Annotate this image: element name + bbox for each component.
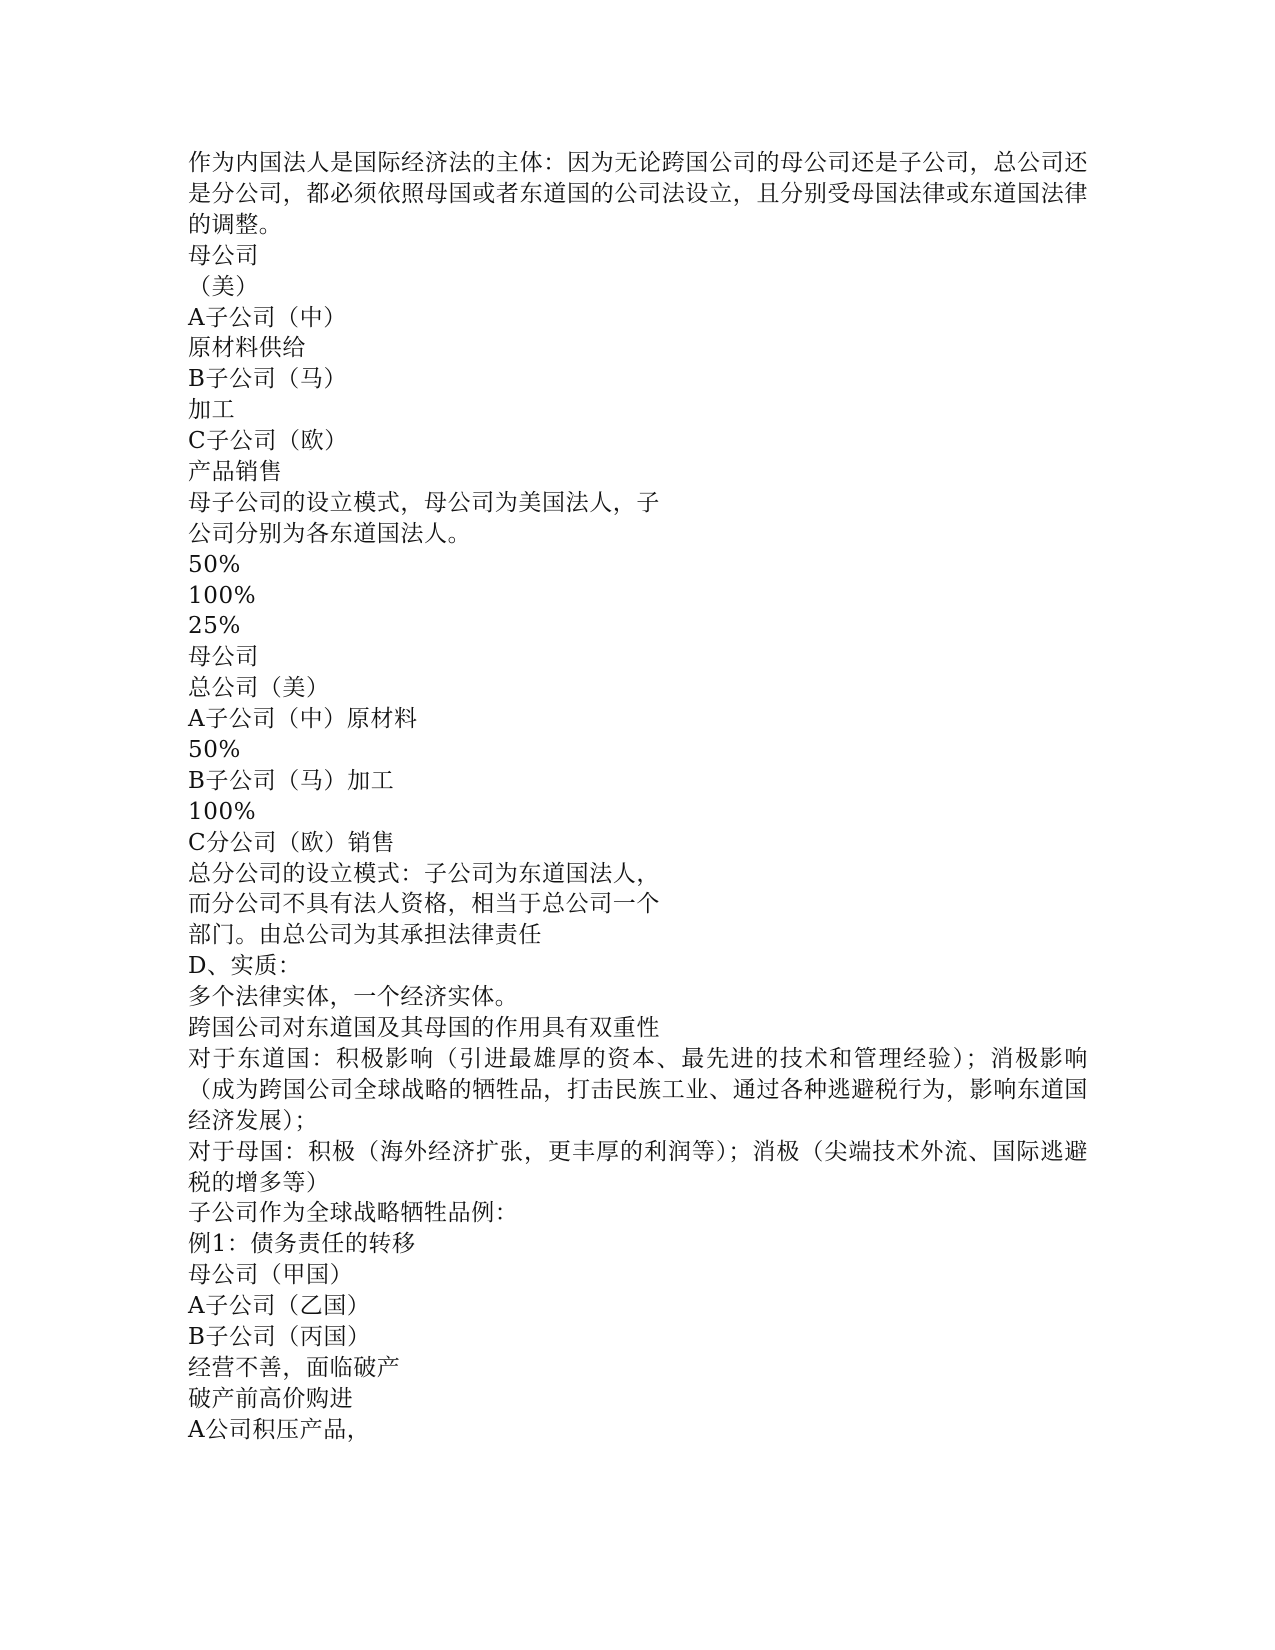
text-line: 母公司 xyxy=(188,644,259,671)
text-line: 例1：债务责任的转移 xyxy=(188,1231,416,1258)
text-line: 部门。由总公司为其承担法律责任 xyxy=(188,922,542,949)
home-country-paragraph: 对于母国：积极（海外经济扩张，更丰厚的利润等）；消极（尖端技术外流、国际逃避税的增多等） xyxy=(188,1138,1088,1196)
text-line: 母子公司的设立模式，母公司为美国法人，子 xyxy=(188,489,660,516)
text-line: C子公司（欧） xyxy=(188,428,348,455)
text-line: 母公司 xyxy=(188,242,259,269)
document-body xyxy=(188,148,1088,1446)
text-line: 总公司（美） xyxy=(188,675,330,702)
text-line: （美） xyxy=(188,273,259,300)
text-line: 100% xyxy=(188,798,257,825)
text-line: 破产前高价购进 xyxy=(188,1385,354,1412)
host-country-paragraph: 对于东道国：积极影响（引进最雄厚的资本、最先进的技术和管理经验）；消极影响（成为跨国公司全球战略的牺牲品，打击民族工业、通过各种逃避税行为，影响东道国经济发展）； xyxy=(188,1045,1088,1134)
text-line: 子公司作为全球战略牺牲品例： xyxy=(188,1200,519,1227)
text-line: B子公司（丙国） xyxy=(188,1323,371,1350)
text-line: B子公司（马） xyxy=(188,366,348,393)
text-line: 产品销售 xyxy=(188,458,283,485)
text-line: 25% xyxy=(188,613,241,640)
text-line: D、实质： xyxy=(188,953,302,980)
text-line: 原材料供给 xyxy=(188,335,306,362)
text-line: 跨国公司对东道国及其母国的作用具有双重性 xyxy=(188,1014,660,1041)
text-line: 50% xyxy=(188,736,241,763)
text-line: 多个法律实体，一个经济实体。 xyxy=(188,984,519,1011)
text-line: C分公司（欧）销售 xyxy=(188,829,395,856)
intro-paragraph: 作为内国法人是国际经济法的主体：因为无论跨国公司的母公司还是子公司，总公司还是分公司，都必须依照母国或者东道国的公司法设立，且分别受母国法律或东道国法律的调整。 xyxy=(188,150,1088,238)
text-line: 母公司（甲国） xyxy=(188,1262,354,1289)
text-line: 加工 xyxy=(188,397,236,424)
text-line: A公司积压产品， xyxy=(188,1416,371,1443)
text-line: 100% xyxy=(188,582,257,609)
text-line: 总分公司的设立模式：子公司为东道国法人， xyxy=(188,860,660,887)
text-line: A子公司（乙国） xyxy=(188,1293,371,1320)
text-line: 50% xyxy=(188,551,241,578)
text-line: 而分公司不具有法人资格，相当于总公司一个 xyxy=(188,891,660,918)
text-line: A子公司（中）原材料 xyxy=(188,706,418,733)
text-line: 公司分别为各东道国法人。 xyxy=(188,520,472,547)
text-line: A子公司（中） xyxy=(188,304,347,331)
text-line: 经营不善，面临破产 xyxy=(188,1354,401,1381)
text-line: B子公司（马）加工 xyxy=(188,767,395,794)
